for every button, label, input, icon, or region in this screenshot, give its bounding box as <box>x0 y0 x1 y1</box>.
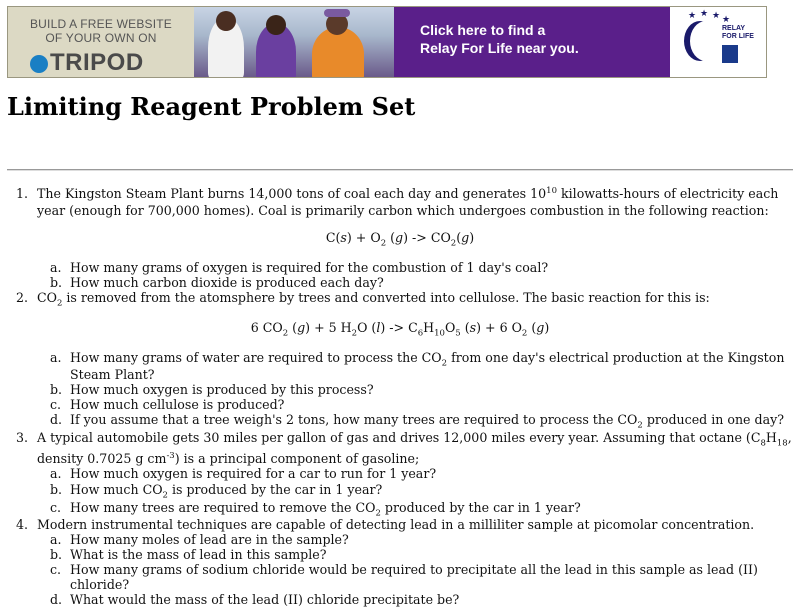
q4d-text: What would the mass of the lead (II) chloride precipitate be? <box>70 592 460 607</box>
q2d-label: d. <box>50 412 63 427</box>
q1a-label: a. <box>50 260 62 275</box>
q4b-text: What is the mass of lead in this sample? <box>70 547 327 562</box>
tripod-tagline-2: OF YOUR OWN ON <box>45 31 157 45</box>
q1-number: 1. <box>16 186 29 201</box>
relay-logo-text-1: RELAY <box>722 25 746 32</box>
q4a-label: a. <box>50 532 62 547</box>
q4a-text: How many moles of lead are in the sample? <box>70 532 349 547</box>
tripod-tagline-1: BUILD A FREE WEBSITE <box>29 17 173 31</box>
q2-line-1: $CO_2$ is removed from the atomsphere by trees and converted into cellulose. The basic reaction for this is: <box>37 290 710 309</box>
tripod-logo: TRIPOD <box>50 49 144 76</box>
q4c-label: c. <box>50 562 62 577</box>
q3-number: 3. <box>16 430 29 445</box>
page-title: Limiting Reagent Problem Set <box>7 92 416 121</box>
relay-ad-link[interactable] <box>394 7 670 77</box>
q4-number: 4. <box>16 517 29 532</box>
q3-line-1: A typical automobile gets 30 miles per gallon of gas and drives 12,000 miles every year. Assuming that octane ($C_8H_{18}$, <box>37 430 792 449</box>
q2a-text-line-2: Steam Plant? <box>70 367 155 382</box>
q4c-text-line-2: chloride? <box>70 577 130 592</box>
q1-line-2: year (enough for 700,000 homes). Coal is primarily carbon which undergoes combustion in the following reaction: <box>37 203 769 218</box>
q2c-text: How much cellulose is produced? <box>70 397 285 412</box>
star-icon: ★ <box>688 11 697 21</box>
q4b-label: b. <box>50 547 63 562</box>
q4-line-1: Modern instrumental techniques are capable of detecting lead in a milliliter sample at picomolar concentration. <box>37 517 755 532</box>
star-icon: ★ <box>722 15 731 25</box>
star-icon: ★ <box>700 9 709 19</box>
relay-ad-line-2: Relay For Life near you. <box>420 40 579 56</box>
relay-for-life-logo[interactable] <box>670 7 766 77</box>
q1b-label: b. <box>50 275 63 290</box>
q2d-text: If you assume that a tree weigh's 2 tons, how many trees are required to process the $CO_2$ produced in one day? <box>70 412 784 431</box>
q3-line-2: density 0.7025 g $cm^{-3}$) is a principal component of gasoline; <box>37 450 420 466</box>
q4d-label: d. <box>50 592 63 607</box>
relay-ad-line-1: Click here to find a <box>420 22 546 38</box>
q3b-text: How much $CO_2$ is produced by the car in 1 year? <box>70 482 383 501</box>
q2-number: 2. <box>16 290 29 305</box>
q3c-label: c. <box>50 500 62 515</box>
star-icon: ★ <box>712 11 721 21</box>
q2c-label: c. <box>50 397 62 412</box>
q2b-text: How much oxygen is produced by this process? <box>70 382 374 397</box>
q2-equation: 6 $CO_2$ (g) + 5 $H_2O$ $(l) -> C_6H_{10}O_5$ (s) + 6 $O_2$ (g) <box>250 320 550 339</box>
q3c-text: How many trees are required to remove the $CO_2$ produced by the car in 1 year? <box>70 500 581 519</box>
q1-line-1: The Kingston Steam Plant burns 14,000 tons of coal each day and generates $10^{10}$ kilowatts-hours of electricity each <box>37 185 779 201</box>
q1-equation: $C(s) + O_2$ $(g) -> CO_2(g)$ <box>325 230 475 249</box>
tripod-ad[interactable] <box>12 11 190 75</box>
tripod-logo-icon <box>30 55 48 73</box>
q4c-text: How many grams of sodium chloride would be required to precipitate all the lead in this sample as lead (II) <box>70 562 758 577</box>
relay-photo[interactable] <box>194 7 394 77</box>
q2a-text: How many grams of water are required to process the $CO_2$ from one day's electrical production at the Kingston <box>70 350 785 369</box>
q3a-label: a. <box>50 466 62 481</box>
moon-icon <box>690 21 722 61</box>
q3a-text: How much oxygen is required for a car to run for 1 year? <box>70 466 437 481</box>
q1b-text: How much carbon dioxide is produced each day? <box>70 275 384 290</box>
q2a-label: a. <box>50 350 62 365</box>
relay-logo-text-2: FOR LIFE <box>722 33 754 40</box>
horizontal-rule <box>7 169 793 171</box>
q2b-label: b. <box>50 382 63 397</box>
q1a-text: How many grams of oxygen is required for the combustion of 1 day's coal? <box>70 260 549 275</box>
q3b-label: b. <box>50 482 63 497</box>
cancer-society-icon <box>722 45 738 63</box>
ad-banner[interactable] <box>7 6 767 78</box>
